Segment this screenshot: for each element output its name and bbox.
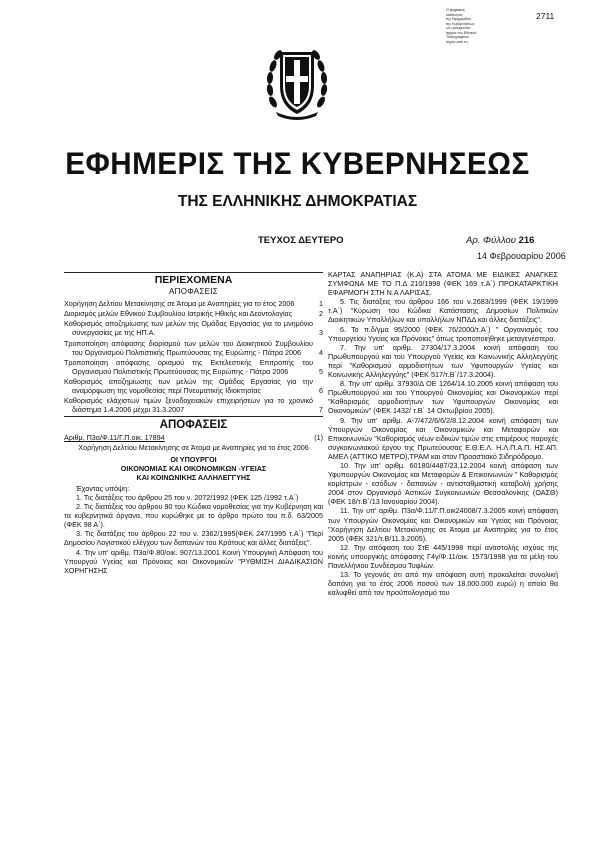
ministers-line: ΚΑΙ ΚΟΙΝΩΝΙΚΗΣ ΑΛΛΗΛΕΓΓΥΗΣ <box>136 472 251 482</box>
toc-item[interactable] <box>64 299 323 308</box>
paragraph: 8. Την υπ' αριθμ. 37930/Δ ΟΕ 1264/14.10.2005 κοινή απόφαση του Πρωθυπουργού και του Υπουργού Οικονομίας και Οικονομικών περί "Καθορισμός αρμοδιοτήτων των Υφυπουργών Οικονομίας και Οικονομικών" (ΦΕΚ 1432/ τ.Β΄ 14 Οκτωβρίου 2005). <box>328 379 558 416</box>
left-column <box>64 270 323 575</box>
stamp-line: κατάλογος <box>446 12 463 17</box>
ministers-line: ΟΙΚΟΝΟΜΙΑΣ ΚΑΙ ΟΙΚΟΝΟΜΙΚΩΝ -ΥΓΕΙΑΣ <box>120 463 267 473</box>
page-number: 2711 <box>536 11 555 21</box>
paragraph: 11. Την υπ' αριθμ. Π3α/Φ.11/Γ.Π.οικ24008/7.3.2005 κοινή απόφαση των Υπουργών Οικονομίας και Οικονομικών και Υγείας και Πρόνοιας "Χορήγηση Δελτίου Μετακίνησης σε Άτομα με Αναπηρίες για το έτος 2005 (ΦΕΚ 321/τ.Β/11.3.2005). <box>328 506 558 543</box>
toc-item[interactable] <box>64 339 323 357</box>
toc-item-page: 2 <box>319 309 323 319</box>
sheet-number-value: 216 <box>518 235 535 246</box>
toc-item-page: 4 <box>319 347 323 357</box>
toc-item-page: 3 <box>319 328 323 338</box>
paragraph: 5. Τις διατάξεις του άρθρου 166 του ν.2683/1999 (ΦΕΚ 19/1999 τ.Α΄) "Κύρωση του Κώδικα Κατάστασης Δημοσίων Πολιτικών Διοικητικών Υπαλλήλων και υπαλλήλων ΝΠΔΔ και άλλες διατάξεις". <box>328 297 558 325</box>
divider <box>64 272 323 273</box>
toc-item-text: Διορισμός μελών Εθνικού Συμβουλίου Ιατρικής Ηθικής και Δεοντολογίας <box>64 309 293 319</box>
gazette-subtitle: ΤΗΣ ΕΛΛΗΝΙΚΗΣ ΔΗΜΟΚΡΑΤΙΑΣ <box>177 193 418 210</box>
stamp-line: της Εφημερίδας <box>446 17 472 21</box>
digital-archive-stamp <box>446 8 508 44</box>
paragraph: 3. Τις διατάξεις του άρθρου 22 του ν. 2362/1995(ΦΕΚ 247/1995 τ.Α΄) "Περί Δημοσίου Λογιστικού ελέγχου των δαπανών του Κράτους και άλλες διατάξεις". <box>64 529 323 548</box>
paragraph: 9. Την υπ' αριθμ. Α-7/472/6/6/2/8.12.2004 κοινή απόφαση των Υπουργών Οικονομίας και Οικονομικών και Μεταφορών και Επικοινωνιών "Καθορισμός νέων ειδικών τιμών στις επιμέρους παροχές συγκοινωνιακού έργου της Πρωτεύουσας Ε.Θ.Ε.Λ. Η.Λ.Π.Α.Π. ΗΣ.ΑΠ. ΑΜΕΛ (ΑΤΤΙΚΟ ΜΕΤΡΟ),ΤΡΑΜ και στον Προαστιακό Σιδηρόδρομο. <box>328 415 558 461</box>
stamp-line: Τυπογραφείου <box>446 35 469 39</box>
stamp-line: της Κυβερνήσεως <box>446 21 475 26</box>
toc-item[interactable] <box>64 396 323 414</box>
paragraph: 2. Τις διατάξεις του άρθρου 90 του Κώδικα νομοθεσίας για την Κυβέρνηση και τα κυβερνητικά όργανα, που κυρώθηκε με το άρθρο πρώτο του π.δ. 63/2005 (ΦΕΚ 98 Α΄). <box>64 502 323 530</box>
toc-item[interactable] <box>64 309 323 318</box>
paragraph: ΚΑΡΤΑΣ ΑΝΑΠΗΡΙΑΣ (Κ.Α) ΣΤΑ ΑΤΟΜΑ ΜΕ ΕΙΔΙΚΕΣ ΑΝΑΓΚΕΣ ΣΥΜΦΩΝΑ ΜΕ ΤΟ Π.Δ 210/1998 (ΦΕΚ 169 τ.Α΄) ΠΡΟΚΑΤΑΡΚΤΙΚΗ ΕΦΑΡΜΟΓΗ ΣΤΗ Ν.Α ΛΑΡΙΣΑΣ. <box>328 270 558 298</box>
toc-item[interactable] <box>64 358 323 376</box>
toc-item-page: 6 <box>319 386 323 396</box>
ministers-line: ΟΙ ΥΠΟΥΡΓΟΙ <box>170 454 217 464</box>
toc-heading: ΠΕΡΙΕΧΟΜΕΝΑ <box>154 274 233 286</box>
toc-item-text: Καθορισμός αποζημίωσης των μελών της Ομάδας Εργασίας για το μνημόνιο συνεργασίας με της ΗΠ.Α. <box>64 319 313 338</box>
toc-item[interactable] <box>64 377 323 395</box>
gazette-title: ΕΦΗΜΕΡΙΣ ΤΗΣ ΚΥΒΕΡΝΗΣΕΩΣ <box>65 145 530 181</box>
intro-text: Έχοντας υπόψη: <box>76 483 130 493</box>
stamp-line: αρχείο του Εθνικού <box>446 30 477 35</box>
stamp-line: Ισχύει από τη <box>446 39 468 44</box>
decision-number-row <box>64 433 323 442</box>
sheet-label: Αρ. Φύλλου <box>466 235 516 246</box>
decision-summary: Χορήγηση Δελτίου Μετακίνησης σε Άτομα με Αναπηρίες για το έτος 2006 <box>78 442 309 452</box>
toc-item-text: Τροποποίηση απόφασης διορισμού των μελών του Διοικητικού Συμβουλίου του Οργανισμού Πολιτιστικής Πρωτεύουσας της Ευρώπης - Πάτρα 2006 <box>64 338 313 357</box>
toc-item-page: 5 <box>319 366 323 376</box>
toc-item-text: Καθορισμός αποζημίωσης των μελών της Ομάδας Εργασίας για την αναμόρφωση της νομοθεσίας περί Πνευματικής Ιδιοκτησίας <box>64 376 313 396</box>
paragraph: 4. Την υπ' αριθμ. Π3α/Φ.80/οικ. 907/13.2001 Κοινή Υπουργική Απόφαση του Υπουργού Υγείας και Πρόνοιας και Οικονομικών "ΡΥΘΜΙΣΗ ΔΙΑΔΙΚΑΣΙΩΝ ΧΟΡΗΓΗΣΗΣ <box>64 547 323 575</box>
paragraph: 6. Το π.δ/γμα 95/2000 (ΦΕΚ 76/2000/τ.Α΄) " Οργανισμός του Υπουργείου Υγείας και Πρόνοιας" όπως τροποποιήθηκε μεταγενέστερα. <box>328 324 558 343</box>
paragraph: 12. Την απόφαση του ΣτΕ 445/1998 περί αναστολής ισχύος της κοινής υπουργικής απόφασης Γ4γ/Φ.11/οικ. 1573/1998 για τα μέλη του Πανελλήνιου Συνδέσμου Τυφλών. <box>328 542 558 570</box>
toc-item-text: Χορήγηση Δελτίου Μετακίνησης σε Άτομα με Αναπηρίες για το έτος 2006 <box>64 299 295 309</box>
paragraph: 7. Την υπ' αριθμ. 27304/17.3.2004 κοινή απόφαση του Πρωθυπουργού και του Υπουργού Υγείας και Κοινωνικής Αλληλεγγύης περί "Καθορισμού αρμοδιοτήτων των Υφυπουργών Υγείας και Κοινωνικής Αλληλεγγύης" (ΦΕΚ 517/τ.Β΄/17.3.2004). <box>328 342 558 380</box>
decision-number: Αριθμ. Π3α/Φ.11/Γ.Π.οικ. 17894 <box>64 433 165 443</box>
stamp-line: Ο ψηφιακός <box>446 8 466 12</box>
paragraph: 1. Τις διατάξεις του άρθρου 25 του ν. 2072/1992 (ΦΕΚ 125 /1992 τ.Α΄) <box>76 492 299 502</box>
divider <box>64 416 323 417</box>
toc-item-page: 7 <box>319 405 323 415</box>
stamp-line: ως ηλεκτρονικό <box>446 26 471 30</box>
toc-item[interactable] <box>64 319 323 337</box>
sheet-number <box>466 235 534 246</box>
paragraph: 10. Την υπ' αριθμ. 60180/4487/23.12.2004 κοινή απόφαση των Υφυπουργών Οικονομίας και Μεταφορών & Επικοινωνιών " Καθορισμός κομίστρων - εσόδων - δαπανών - αντισταθμιστική καταβολή χρήσης 2004 στον Οργανισμό Αστικών Συγκοινωνιών Θεσσαλονίκης (ΟΑΣΘ) (ΦΕΚ 18/τ.Β΄/13 Ιανουαρίου 2004). <box>328 460 558 507</box>
toc-item-text: Τροποποίηση απόφασης ορισμού της Εκτελεστικής Επιτροπής του Οργανισμού Πολιτιστικής Πρωτεύουσας της Ευρώπης - Πάτρα 2006 <box>64 357 313 376</box>
toc-subheading: ΑΠΟΦΑΣΕΙΣ <box>169 287 218 297</box>
issue-date: 14 Φεβρουαρίου 2006 <box>477 251 566 261</box>
issue-label: ΤΕΥΧΟΣ ΔΕΥΤΕΡΟ <box>258 235 344 246</box>
toc-item-text: Καθορισμός ελάχιστων τιμών ξενοδοχειακών επιχειρήσεων για το χρονικό διάστημα 1.4.2006 μέχρι 31.3.2007 <box>64 396 313 415</box>
greek-coat-of-arms-icon <box>264 40 330 129</box>
decision-marker: (1) <box>314 433 323 443</box>
toc-item-page: 1 <box>319 299 323 309</box>
right-column <box>328 270 558 597</box>
decisions-heading: ΑΠΟΦΑΣΕΙΣ <box>159 419 228 432</box>
paragraph: 13. Το γεγονός ότι από την απόφαση αυτή προκαλείται συνολική δαπάνη για το έτος 2006 ποσού των 18.000.000 ευρώ) η οποία θα καλυφθεί από τον προϋπολογισμό του <box>328 570 558 598</box>
